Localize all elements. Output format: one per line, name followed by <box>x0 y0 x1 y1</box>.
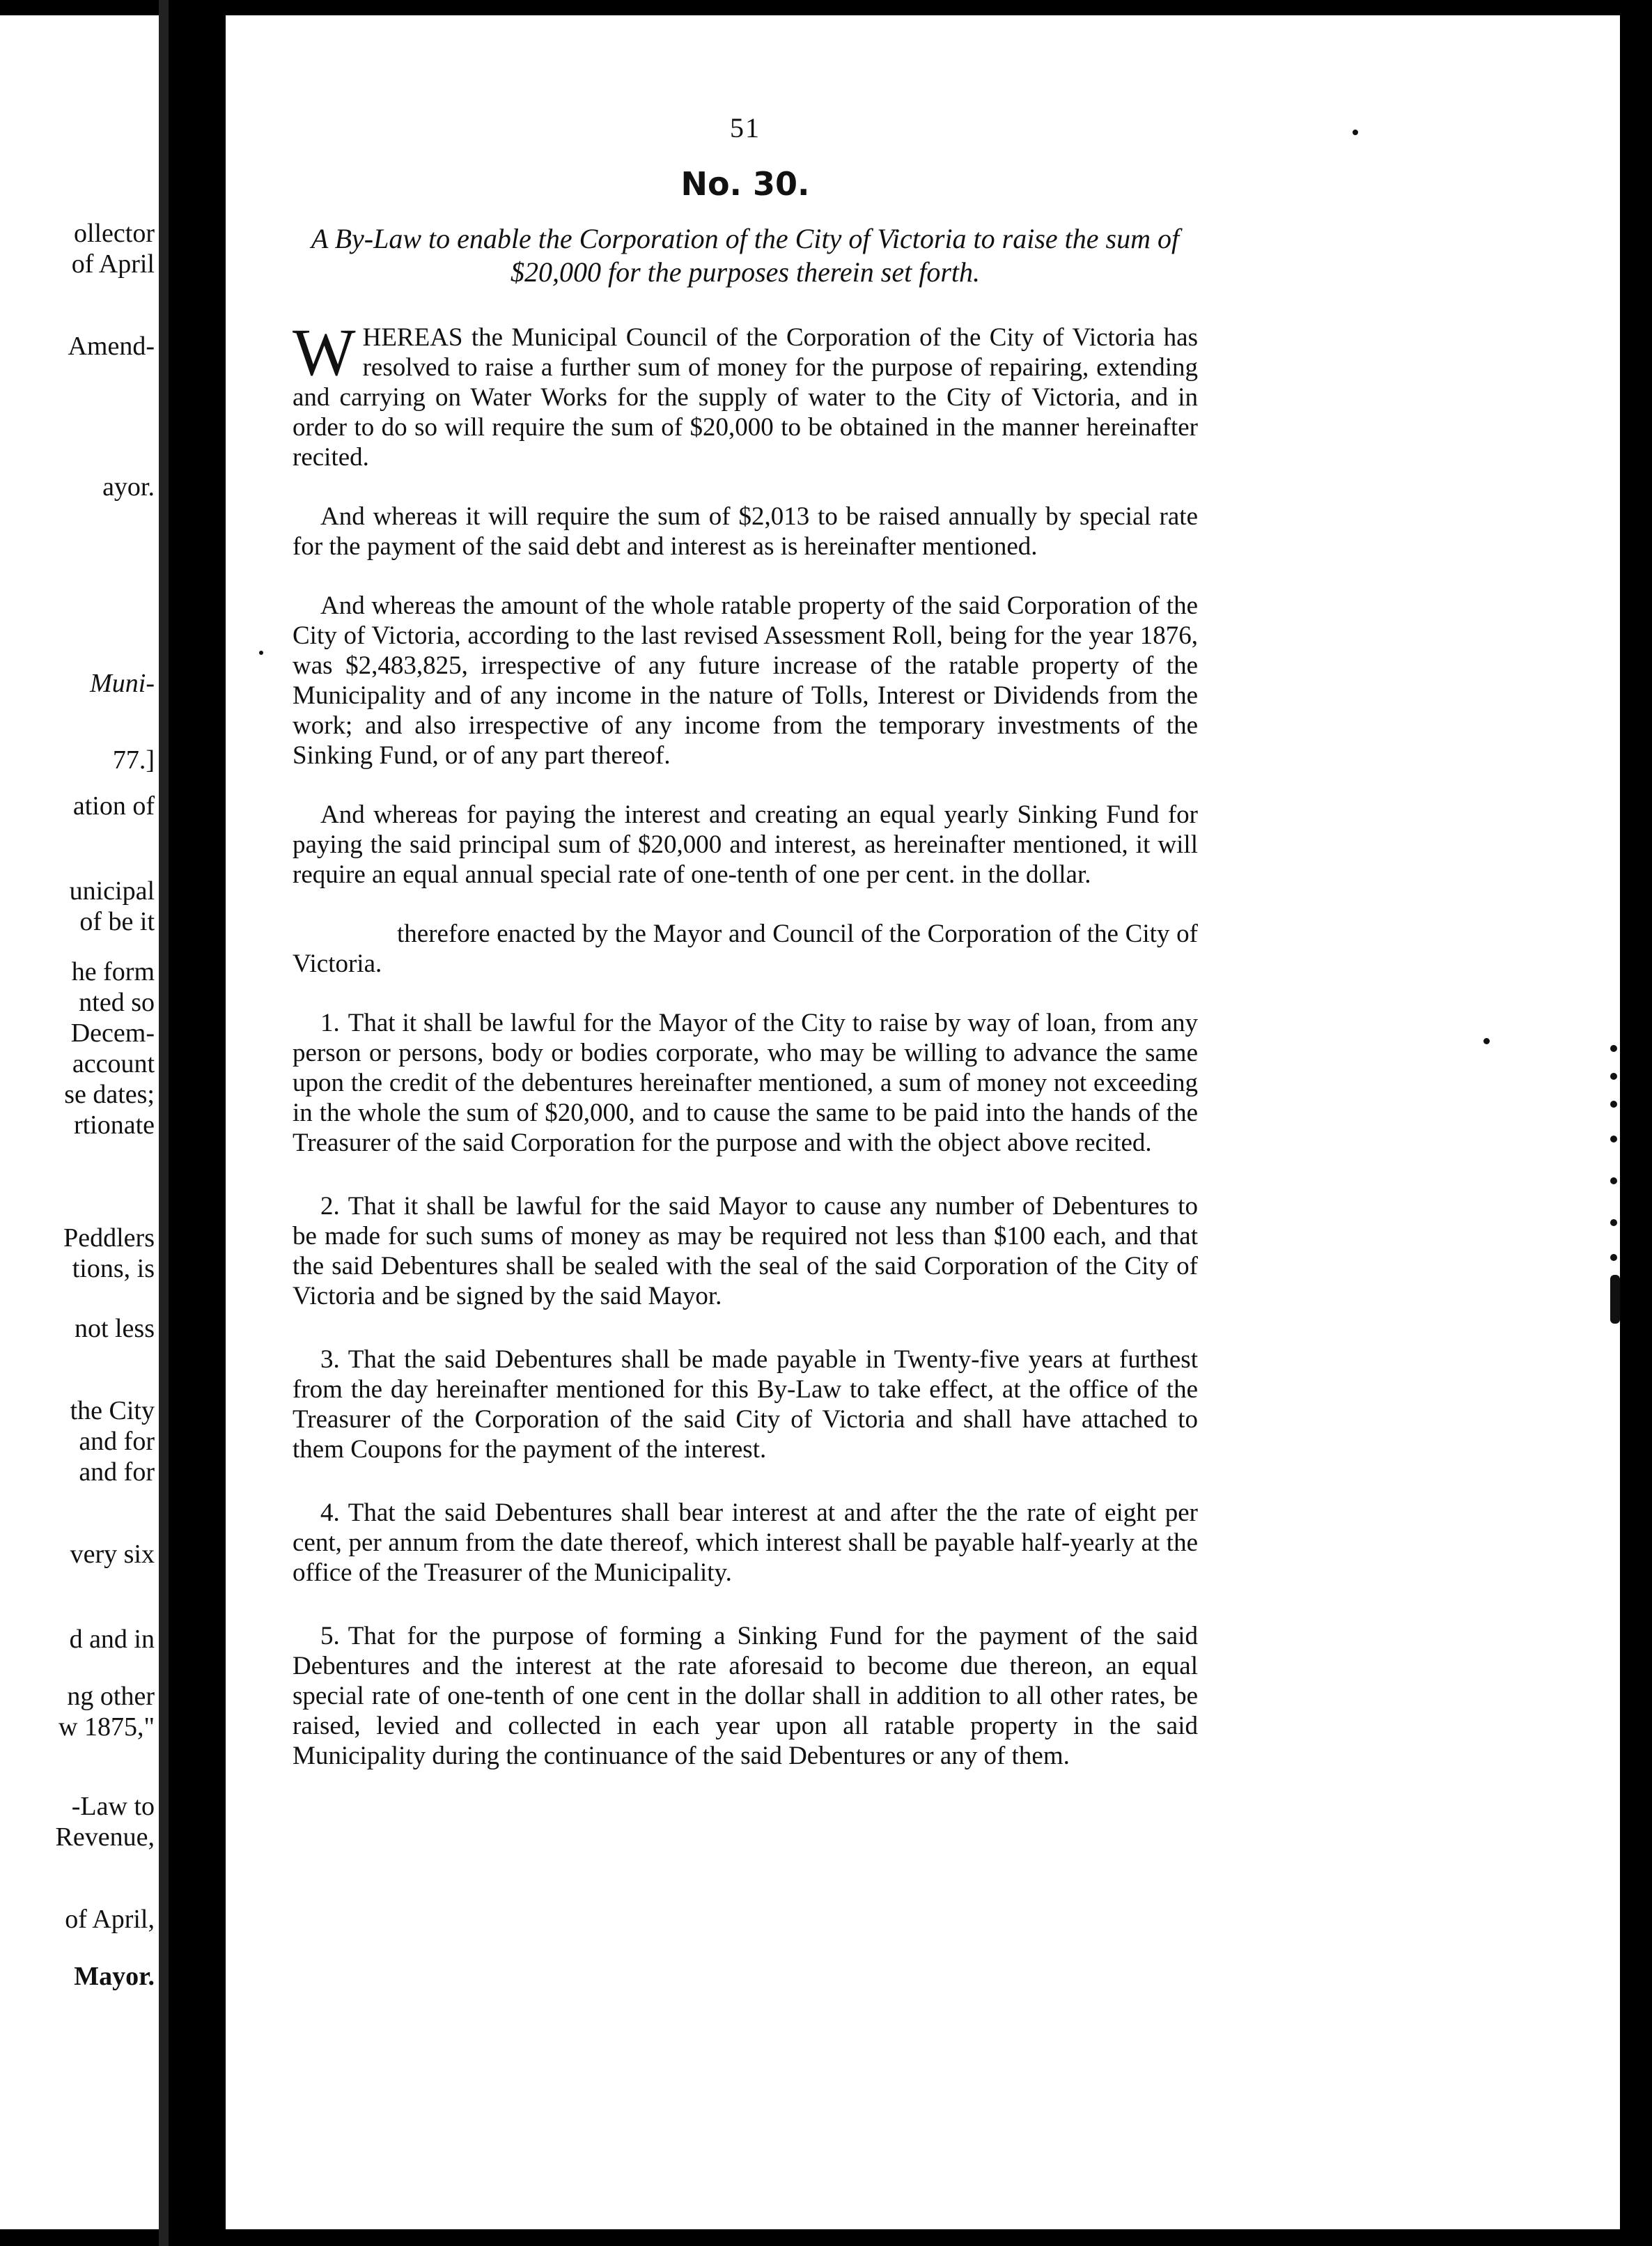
preamble-paragraph: And whereas the amount of the whole ratable property of the said Corporation of the City of Victoria, according to the last revised Assessment Roll, being for the year 1876, was $2,483,825, irrespective of any future increase of the ratable property of the Municipality and of any income in the nature of Tolls, Interest or Dividends from the work; and also irrespective of any income from the temporary investments of the Sinking Fund, or of any part thereof. <box>293 591 1198 770</box>
section-text: That for the purpose of forming a Sinking Fund for the payment of the said Debentures and the interest at the rate aforesaid to become due thereon, an equal special rate of one-tenth of one cent in the dollar shall in addition to all other rates, be raised, levied and collected in each year upon all ratable property in the said Municipality during the continuance of the said Debentures or any of them. <box>293 1622 1198 1770</box>
facing-page-text: d and in <box>69 1625 155 1654</box>
section-number: 1. <box>320 1009 340 1037</box>
facing-page-text: Muni- <box>90 669 155 698</box>
facing-page-text: Mayor. <box>74 1962 155 1991</box>
facing-page-text: not less <box>74 1314 155 1343</box>
facing-page-text: Amend- <box>68 332 155 361</box>
section-text: That the said Debentures shall be made payable in Twenty-five years at furthest from the day hereinafter mentioned for this By-Law to take effect, at the office of the Treasurer of the Corporation of the said City of Victoria and shall have attached to them Coupons for the payment of the interest. <box>293 1345 1198 1464</box>
section-text: That it shall be lawful for the said Mayor to cause any number of Debentures to be made for such sums of money as may be required not less than $100 each, and that the said Debentures shall be sealed with the seal of the said Corporation of the City of Victoria and be signed by the said Mayor. <box>293 1192 1198 1310</box>
bylaw-title: A By-Law to enable the Corporation of the City of Victoria to raise the sum of $20,000 for the purposes therein set forth. <box>311 223 1180 288</box>
facing-page-text: nted so <box>79 988 155 1017</box>
book-gutter-edge <box>159 0 169 2246</box>
section-text: That the said Debentures shall bear interest at and after the the rate of eight per cent, per annum from the date thereof, which interest shall be payable half-yearly at the office of the Treasurer of the Municipality. <box>293 1498 1198 1587</box>
section-4 <box>293 1498 1198 1588</box>
scan-border-right <box>1620 0 1652 2246</box>
facing-page-text: 77.] <box>112 745 155 775</box>
facing-page-fragment <box>0 15 159 2229</box>
facing-page-text: Decem- <box>70 1019 155 1048</box>
section-2 <box>293 1191 1198 1311</box>
section-number: 3. <box>320 1345 340 1374</box>
facing-page-text: unicipal <box>69 876 155 906</box>
facing-page-text: of April <box>71 249 155 279</box>
section-1 <box>293 1008 1198 1158</box>
preamble-text: HEREAS the Municipal Council of the Corporation of the City of Victoria has resolved to raise a further sum of money for the purpose of repairing, extending and carrying on Water Works for the supply of water to the City of Victoria, and in order to do so will require the sum of $20,000 to be obtained in the manner hereinafter recited. <box>293 323 1198 472</box>
facing-page-text: tions, is <box>72 1254 155 1283</box>
bylaw-number: No. 30. <box>680 165 810 203</box>
facing-page-text: Revenue, <box>55 1822 155 1852</box>
facing-page-text: se dates; <box>64 1080 155 1109</box>
page-number: 51 <box>730 112 761 144</box>
scan-border-bottom <box>0 2229 1652 2246</box>
facing-page-text: rtionate <box>73 1110 155 1140</box>
facing-page-text: ng other <box>67 1682 155 1711</box>
enacting-clause: therefore enacted by the Mayor and Council of the Corporation of the City of Victoria. <box>293 920 1198 978</box>
section-text: That it shall be lawful for the Mayor of the City to raise by way of loan, from any person or persons, body or bodies corporate, who may be willing to advance the same upon the credit of the debentures hereinafter mentioned, a sum of money not exceeding in the whole the sum of $20,000, and to cause the same to be paid into the hands of the Treasurer of the said Corporation for the purpose and with the object above recited. <box>293 1009 1198 1157</box>
facing-page-text: of April, <box>65 1905 155 1934</box>
facing-page-text: ation of <box>72 791 155 821</box>
facing-page-text: he form <box>71 957 155 986</box>
facing-page-text: w 1875," <box>59 1712 155 1742</box>
preamble-paragraph: And whereas for paying the interest and creating an equal yearly Sinking Fund for paying the said principal sum of $20,000 and interest, as hereinafter mentioned, it will require an equal annual special rate of one-tenth of one per cent. in the dollar. <box>293 800 1198 889</box>
drop-cap: W <box>293 315 356 389</box>
facing-page-text: ollector <box>73 219 155 248</box>
facing-page-text: account <box>72 1049 155 1078</box>
section-5 <box>293 1621 1198 1771</box>
scan-border-top <box>0 0 1652 15</box>
facing-page-text: the City <box>70 1396 155 1425</box>
scan-speck <box>1483 1038 1490 1044</box>
scan-speck <box>259 651 263 655</box>
preamble-paragraph: And whereas it will require the sum of $2,013 to be raised annually by special rate for the payment of the said debt and interest as is hereinafter mentioned. <box>293 502 1198 561</box>
section-3 <box>293 1345 1198 1464</box>
section-number: 4. <box>320 1498 340 1527</box>
preamble-paragraph <box>293 315 1198 472</box>
facing-page-text: very six <box>70 1540 155 1569</box>
section-number: 5. <box>320 1622 340 1650</box>
page-edge-marks <box>1609 1045 1619 1393</box>
scan-speck <box>1353 130 1358 135</box>
section-number: 2. <box>320 1192 340 1221</box>
facing-page-text: of be it <box>79 907 155 936</box>
facing-page-text: Peddlers <box>63 1223 155 1253</box>
facing-page-text: and for <box>79 1427 155 1456</box>
facing-page-text: and for <box>79 1457 155 1487</box>
document-page <box>293 111 1198 1804</box>
facing-page-text: -Law to <box>71 1792 155 1821</box>
facing-page-text: ayor. <box>102 472 155 502</box>
book-gutter <box>169 0 226 2246</box>
